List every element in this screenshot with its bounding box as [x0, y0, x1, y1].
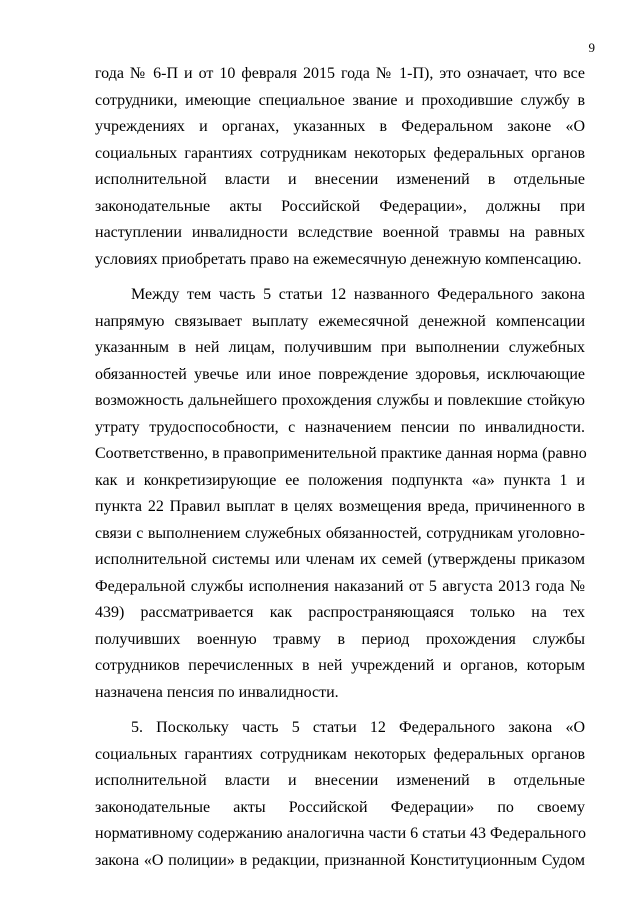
- paragraph-1: [95, 61, 585, 273]
- text-line: нормативному содержанию аналогична части 6 статьи 43 Федерального: [95, 825, 587, 842]
- text-line: закона «О полиции» в редакции, признанной Конституционным Судом: [95, 851, 585, 869]
- text-line: сотрудники, имеющие специальное звание и проходившие службу в: [95, 91, 585, 109]
- text-line: назначена пенсия по инвалидности.: [95, 683, 339, 701]
- text-line: 439) рассматривается как распространяющаяся только на тех: [95, 604, 585, 621]
- text-line: исполнительной власти и внесении изменений в отдельные: [95, 171, 585, 188]
- text-line: исполнительной системы или членам их семей (утверждены приказом: [95, 551, 585, 568]
- text-line: социальных гарантиях сотрудникам некоторых федеральных органов: [95, 745, 585, 763]
- text-line: как и конкретизирующие ее положения подпункта «а» пункта 1 и: [95, 471, 585, 489]
- text-line: учреждениях и органах, указанных в Федеральном законе «О: [95, 118, 585, 135]
- paragraph-3: [95, 715, 585, 874]
- text-line: Соответственно, в правоприменительной практике данная норма (равно: [95, 445, 587, 462]
- text-line: Федеральной службы исполнения наказаний от 5 августа 2013 года №: [95, 577, 585, 595]
- text-line: получивших военную травму в период прохождения службы: [95, 630, 585, 648]
- text-line: сотрудников перечисленных в ней учреждений и органов, которым: [95, 657, 585, 674]
- text-line: Между тем часть 5 статьи 12 названного Федерального закона: [131, 286, 585, 303]
- text-line: года № 6-П и от 10 февраля 2015 года № 1-П), это означает, что все: [95, 65, 585, 82]
- text-line: условиях приобретать право на ежемесячную денежную компенсацию.: [95, 250, 582, 268]
- text-line: пункта 22 Правил выплат в целях возмещения вреда, причиненного в: [95, 498, 585, 515]
- text-line: исполнительной власти и внесении изменений в отдельные: [95, 772, 585, 789]
- text-line: возможность дальнейшего прохождения службы и повлекшие стойкую: [95, 392, 585, 409]
- document-body: [95, 61, 585, 874]
- text-line: обязанностей увечье или иное повреждение здоровья, исключающие: [95, 365, 585, 383]
- text-line: связи с выполнением служебных обязанностей, сотрудникам уголовно-: [95, 524, 585, 542]
- page-number: 9: [588, 40, 595, 55]
- text-line: наступлении инвалидности вследствие военной травмы на равных: [95, 224, 585, 241]
- text-line: социальных гарантиях сотрудникам некоторых федеральных органов: [95, 144, 585, 162]
- text-line: утрату трудоспособности, с назначением пенсии по инвалидности.: [95, 418, 585, 436]
- text-line: указанным в ней лицам, получившим при выполнении служебных: [95, 339, 585, 356]
- paragraph-2: [95, 282, 585, 706]
- text-line: напрямую связывает выплату ежемесячной денежной компенсации: [95, 312, 585, 330]
- text-line: законодательные акты Российской Федерации», должны при: [95, 197, 585, 215]
- text-line: 5. Поскольку часть 5 статьи 12 Федерального закона «О: [131, 719, 585, 736]
- text-line: законодательные акты Российской Федерации» по своему: [95, 798, 585, 816]
